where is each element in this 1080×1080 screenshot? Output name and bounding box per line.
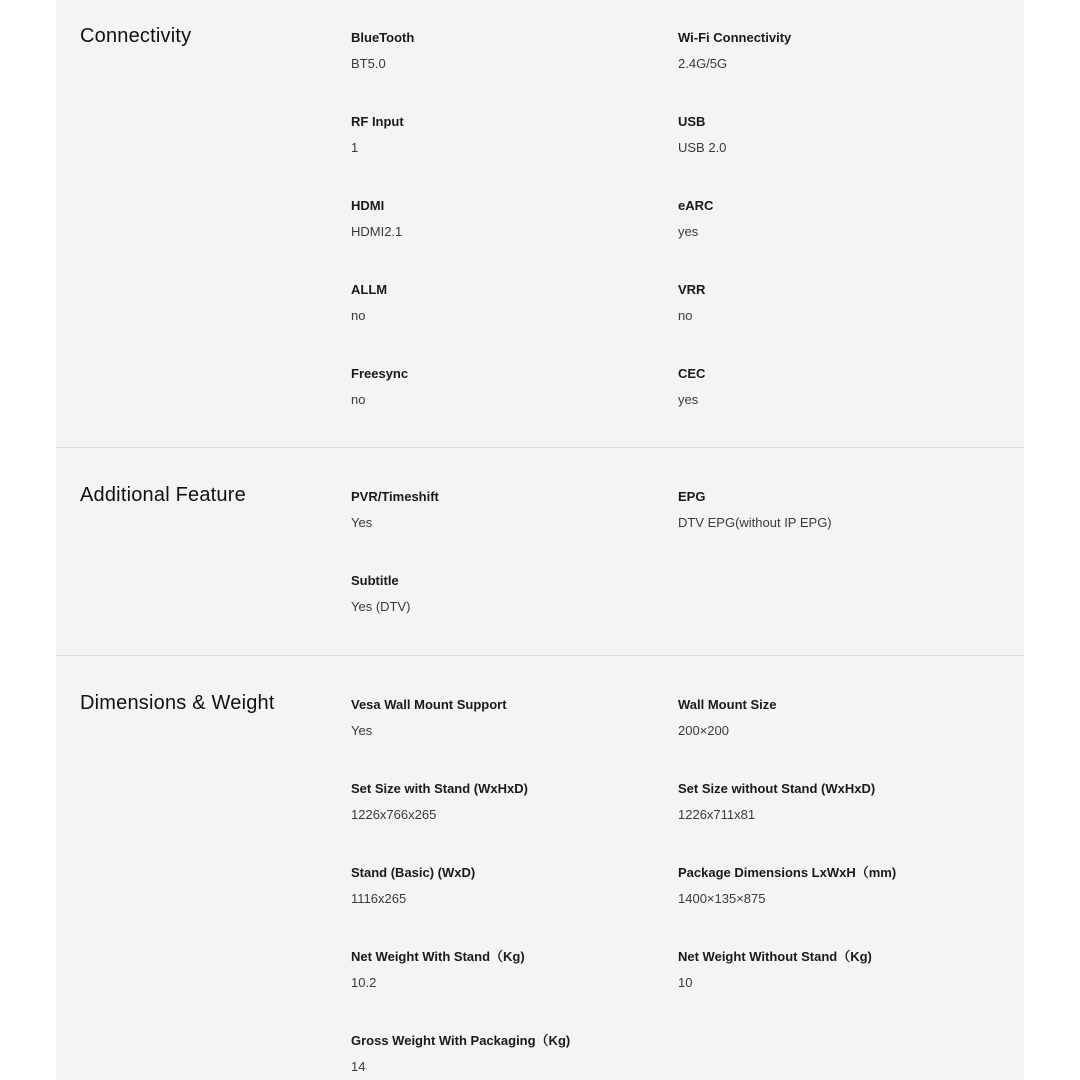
spec-bluetooth xyxy=(351,30,651,72)
spec-value: no xyxy=(351,392,366,407)
spec-label: USB xyxy=(678,114,706,129)
spec-vrr xyxy=(678,282,978,324)
spec-rf-input xyxy=(351,114,651,156)
spec-earc xyxy=(678,198,978,240)
spec-value: 1226x711x81 xyxy=(678,807,756,822)
spec-cec xyxy=(678,366,978,408)
specifications-panel xyxy=(56,0,1024,1080)
spec-freesync xyxy=(351,366,651,408)
spec-set-size-with-stand xyxy=(351,781,651,823)
spec-hdmi xyxy=(351,198,651,240)
spec-label: Gross Weight With Packaging（Kg) xyxy=(351,1033,571,1048)
spec-net-weight-without-stand xyxy=(678,949,978,991)
spec-epg xyxy=(678,489,978,531)
section-additional-feature xyxy=(56,448,1024,655)
spec-label: Stand (Basic) (WxD) xyxy=(351,865,476,880)
spec-value: HDMI2.1 xyxy=(351,224,403,239)
spec-value: 1226x766x265 xyxy=(351,807,437,822)
spec-label: Set Size with Stand (WxHxD) xyxy=(351,781,528,796)
spec-package-dimensions xyxy=(678,865,978,907)
spec-label: Wall Mount Size xyxy=(678,697,777,712)
spec-set-size-without-stand xyxy=(678,781,978,823)
spec-value: Yes xyxy=(351,723,373,738)
spec-label: Net Weight With Stand（Kg) xyxy=(351,949,525,964)
spec-value: yes xyxy=(678,392,699,407)
spec-gross-weight-with-packaging xyxy=(351,1033,651,1075)
spec-label: Freesync xyxy=(351,366,409,381)
spec-label: RF Input xyxy=(351,114,404,129)
spec-value: no xyxy=(678,308,693,323)
spec-value: DTV EPG(without IP EPG) xyxy=(678,515,832,530)
spec-allm xyxy=(351,282,651,324)
spec-subtitle xyxy=(351,573,651,615)
spec-value: 10 xyxy=(678,975,693,990)
section-dimensions-weight xyxy=(56,656,1024,1080)
section-title-additional-feature: Additional Feature xyxy=(80,484,246,506)
spec-wifi xyxy=(678,30,978,72)
spec-value: yes xyxy=(678,224,699,239)
spec-value: 1 xyxy=(351,140,359,155)
spec-net-weight-with-stand xyxy=(351,949,651,991)
spec-label: CEC xyxy=(678,366,706,381)
spec-label: Package Dimensions LxWxH（mm) xyxy=(678,865,897,880)
spec-value: 200×200 xyxy=(678,723,729,738)
spec-label: HDMI xyxy=(351,198,385,213)
spec-label: EPG xyxy=(678,489,706,504)
spec-value: 14 xyxy=(351,1059,366,1074)
spec-label: Subtitle xyxy=(351,573,399,588)
spec-wall-mount-size xyxy=(678,697,978,739)
spec-value: BT5.0 xyxy=(351,56,386,71)
spec-label: Wi-Fi Connectivity xyxy=(678,30,792,45)
spec-label: eARC xyxy=(678,198,714,213)
spec-usb xyxy=(678,114,978,156)
spec-value: Yes xyxy=(351,515,373,530)
spec-value: 2.4G/5G xyxy=(678,56,728,71)
spec-value: 1400×135×875 xyxy=(678,891,766,906)
spec-label: Net Weight Without Stand（Kg) xyxy=(678,949,872,964)
spec-value: 10.2 xyxy=(351,975,377,990)
section-title-dimensions-weight: Dimensions & Weight xyxy=(80,692,275,714)
spec-label: VRR xyxy=(678,282,706,297)
spec-stand-basic xyxy=(351,865,651,907)
spec-value: Yes (DTV) xyxy=(351,599,411,614)
spec-pvr-timeshift xyxy=(351,489,651,531)
spec-label: ALLM xyxy=(351,282,388,297)
section-title-connectivity: Connectivity xyxy=(80,25,192,47)
spec-label: Vesa Wall Mount Support xyxy=(351,697,507,712)
spec-vesa-wall-mount xyxy=(351,697,651,739)
spec-value: USB 2.0 xyxy=(678,140,727,155)
spec-value: no xyxy=(351,308,366,323)
spec-label: PVR/Timeshift xyxy=(351,489,439,504)
section-connectivity xyxy=(56,0,1024,447)
spec-label: Set Size without Stand (WxHxD) xyxy=(678,781,876,796)
spec-label: BlueTooth xyxy=(351,30,415,45)
spec-value: 1116x265 xyxy=(351,891,407,906)
